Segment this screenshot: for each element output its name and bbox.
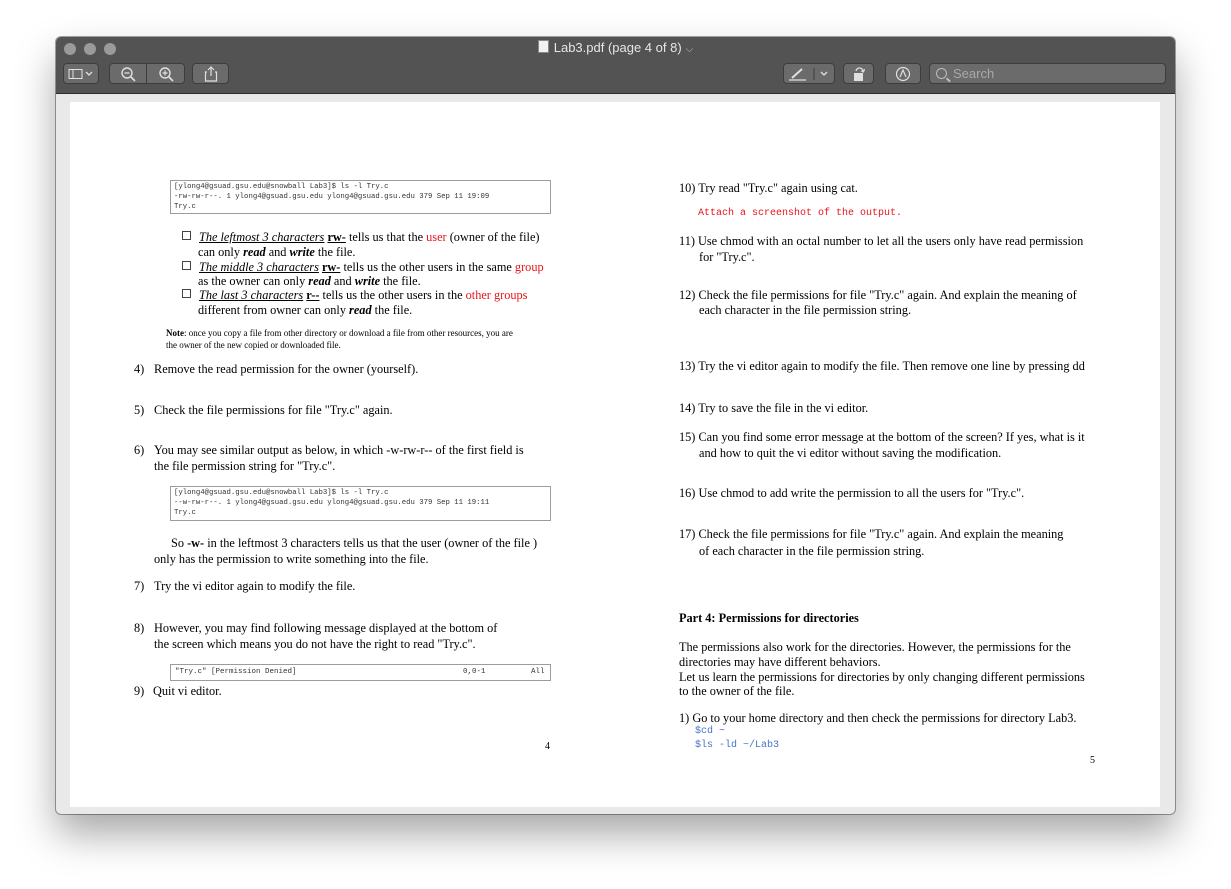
emphasis-text: write (289, 245, 315, 259)
bullet-middle (182, 260, 544, 275)
emphasis-text: read (243, 245, 266, 259)
note-line: the owner of the new copied or downloaded file. (166, 340, 341, 350)
bullet-leftmost-cont (198, 245, 355, 260)
page-number: 4 (545, 741, 550, 752)
list-item: Quit vi editor. (153, 684, 222, 698)
bullet-text: the file. (371, 303, 413, 317)
zoom-in-button[interactable] (146, 63, 185, 84)
sidebar-toggle-button[interactable] (63, 63, 99, 84)
command-line: $ls -ld ~/Lab3 (695, 740, 780, 751)
pdf-content[interactable] (70, 102, 1160, 807)
list-item: However, you may find following message displayed at the bottom of (154, 621, 498, 635)
perm-chars: -w- (187, 536, 205, 550)
note-line (166, 327, 513, 339)
list-number: 5) (134, 403, 145, 417)
step-12: 12) Check the file permissions for file "Try.c" again. And explain the meaning of (679, 288, 1077, 302)
step-14: 14) Try to save the file in the vi editor. (679, 401, 869, 415)
terminal-line: Try.c (174, 509, 196, 517)
bullet-text: and (330, 274, 355, 288)
vi-status-box (170, 664, 551, 681)
bullet-text: can only (198, 245, 244, 259)
zoom-out-button[interactable] (109, 63, 147, 84)
perm-chars: r-- (306, 288, 320, 302)
perm-chars: rw- (327, 230, 346, 244)
list-item: Check the file permissions for file "Try.c" again. (154, 403, 393, 417)
list-number: 6) (134, 443, 145, 457)
list-item: Remove the read permission for the owner (yourself). (154, 362, 419, 376)
paragraph-line: The permissions also work for the directories. However, the permissions for the (679, 640, 1071, 654)
sidebar-icon (68, 68, 94, 80)
explanation-line (171, 536, 537, 551)
perm-chars: rw- (321, 260, 341, 274)
bullet-phrase: The last 3 characters (199, 288, 304, 302)
list-number: 7) (134, 579, 145, 593)
annotate-button[interactable] (885, 63, 921, 84)
pen-markup-icon (786, 67, 832, 81)
share-button[interactable] (192, 63, 229, 84)
terminal-line: [ylong4@gsuad.gsu.edu@snowball Lab3]$ ls -l Try.c (174, 183, 389, 191)
emphasis-text: read (308, 274, 331, 288)
page-number: 5 (1090, 755, 1095, 766)
share-icon (204, 66, 218, 82)
step-10: 10) Try read "Try.c" again using cat. (679, 181, 858, 195)
zoom-in-icon (158, 66, 174, 82)
bullet-text: and (265, 245, 290, 259)
list-number: 8) (134, 621, 145, 635)
titlebar (56, 37, 1175, 94)
step-17: 17) Check the file permissions for file "Try.c" again. And explain the meaning (679, 527, 1064, 541)
bullet-text: tells us the other users in the (319, 288, 466, 302)
list-item-cont: the file permission string for "Try.c". (154, 459, 336, 473)
preview-window (56, 37, 1175, 814)
rotate-icon (851, 66, 867, 82)
window-title-text: Lab3.pdf (page 4 of 8) (553, 40, 682, 55)
bullet-text: tells us the other users in the same (340, 260, 515, 274)
explanation-text: So (171, 536, 188, 550)
bullet-text: the file. (314, 245, 356, 259)
checkbox-icon (182, 261, 191, 270)
pdf-document-icon (538, 40, 549, 53)
bullet-middle-cont (198, 274, 421, 289)
bullet-text: the file. (380, 274, 421, 288)
bullet-last-cont (198, 303, 412, 318)
checkbox-icon (182, 231, 191, 240)
bullet-phrase: The middle 3 characters (199, 260, 319, 274)
vi-status-text: "Try.c" [Permission Denied] (175, 668, 297, 676)
highlight-text: group (514, 260, 544, 274)
bullet-leftmost (182, 230, 540, 245)
step-1: 1) Go to your home directory and then check the permissions for directory Lab3. (679, 711, 1077, 725)
list-item: You may see similar output as below, in which -w-rw-r-- of the first field is (154, 443, 524, 457)
highlight-text: user (426, 230, 447, 244)
search-icon (936, 68, 947, 79)
terminal-line: [ylong4@gsuad.gsu.edu@snowball Lab3]$ ls -l Try.c (174, 489, 389, 497)
terminal-line: -rw-rw-r--. 1 ylong4@gsuad.gsu.edu ylong4@gsuad.gsu.edu 379 Sep 11 19:09 (174, 193, 490, 201)
chevron-down-icon: ⌵ (685, 44, 694, 55)
terminal-line: --w-rw-r--. 1 ylong4@gsuad.gsu.edu ylong4@gsuad.gsu.edu 379 Sep 11 19:11 (174, 499, 490, 507)
explanation-line: only has the permission to write something into the file. (154, 552, 429, 566)
explanation-text: in the leftmost 3 characters tells us that the user (owner of the file ) (204, 536, 538, 550)
bullet-phrase: The leftmost 3 characters (199, 230, 325, 244)
step-11: 11) Use chmod with an octal number to let all the users only have read permission (679, 234, 1084, 248)
vi-cursor-pos: 0,0-1 (463, 668, 486, 676)
paragraph-line: directories may have different behaviors. (679, 655, 881, 669)
search-placeholder: Search (953, 66, 995, 81)
step-17-cont: of each character in the file permission string. (699, 544, 925, 558)
terminal-output-box (170, 486, 551, 521)
bullet-text: as the owner can only (198, 274, 309, 288)
step-15-cont: and how to quit the vi editor without saving the modification. (699, 446, 1002, 460)
list-number: 4) (134, 362, 145, 376)
bullet-text: (owner of the file) (446, 230, 540, 244)
section-heading: Part 4: Permissions for directories (679, 611, 859, 625)
attach-instruction: Attach a screenshot of the output. (698, 208, 903, 219)
paragraph-line: to the owner of the file. (679, 684, 795, 698)
step-13: 13) Try the vi editor again to modify the file. Then remove one line by pressing dd (679, 359, 1085, 373)
checkbox-icon (182, 289, 191, 298)
list-number: 9) (134, 684, 145, 698)
step-12-cont: each character in the file permission string. (699, 303, 912, 317)
command-line: $cd ~ (695, 726, 726, 737)
terminal-line: Try.c (174, 203, 196, 211)
step-11-cont: for "Try.c". (699, 250, 755, 264)
vi-scroll-pos: All (531, 668, 545, 676)
bullet-text: different from owner can only (198, 303, 350, 317)
list-item: Try the vi editor again to modify the file. (154, 579, 356, 593)
note-text: : once you copy a file from other directory or download a file from other resources, you are (184, 328, 513, 338)
zoom-out-icon (120, 66, 136, 82)
step-16: 16) Use chmod to add write the permission to all the users for "Try.c". (679, 486, 1025, 500)
highlight-text: other groups (465, 288, 528, 302)
note-label: Note (166, 328, 184, 338)
list-item-cont: the screen which means you do not have the right to read "Try.c". (154, 637, 476, 651)
terminal-output-box (170, 180, 551, 214)
step-15: 15) Can you find some error message at the bottom of the screen? If yes, what is it (679, 430, 1085, 444)
emphasis-text: write (354, 274, 381, 288)
paragraph-line: Let us learn the permissions for directories by only changing different permissions (679, 670, 1085, 684)
rotate-button[interactable] (843, 63, 874, 84)
window-title[interactable] (56, 40, 1175, 55)
annotate-icon (895, 66, 911, 82)
emphasis-text: read (349, 303, 372, 317)
bullet-last (182, 288, 527, 303)
bullet-text: tells us that the (345, 230, 427, 244)
search-input[interactable] (929, 63, 1166, 84)
markup-button[interactable] (783, 63, 835, 84)
